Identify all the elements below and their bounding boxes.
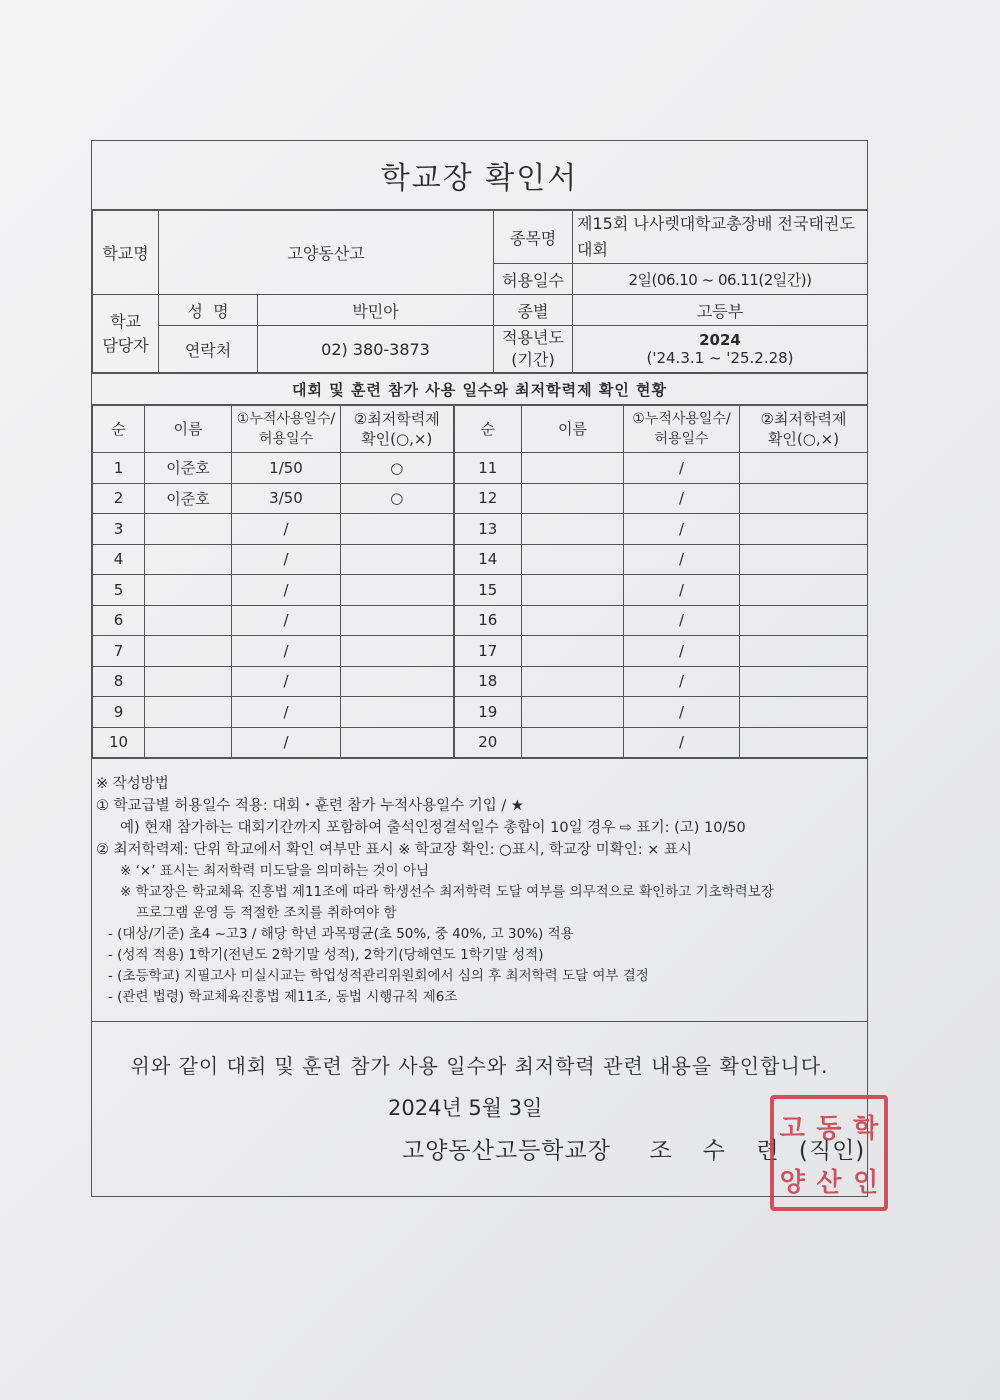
row-days-cell: / — [624, 697, 740, 728]
notes-line: - (관련 법령) 학교체육진흥법 제11조, 동법 시행규칙 제6조 — [108, 989, 458, 1005]
row-name-cell — [145, 727, 232, 758]
row-no-cell: 7 — [93, 636, 145, 667]
row-days-cell: / — [232, 727, 341, 758]
confirmation-sentence: 위와 같이 대회 및 훈련 참가 사용 일수와 최저학력 관련 내용을 확인합니다. — [130, 1054, 829, 1078]
row-name-cell — [522, 483, 624, 514]
row-name-cell — [522, 575, 624, 606]
row-check-cell — [740, 605, 868, 636]
row-days-cell: / — [232, 697, 341, 728]
header-check: ②최저학력제 확인(○,×) — [341, 406, 454, 453]
row-no-cell: 16 — [454, 605, 522, 636]
row-name-cell: 이준호 — [145, 453, 232, 484]
row-check-cell — [740, 697, 868, 728]
row-no-cell: 18 — [454, 666, 522, 697]
table-row — [93, 727, 868, 758]
notes-heading: ※ 작성방법 — [96, 776, 169, 792]
row-check-cell — [341, 636, 454, 667]
staff-name: 박민아 — [258, 295, 494, 326]
row-no-cell: 10 — [93, 727, 145, 758]
table-row — [93, 697, 868, 728]
confirmation-section — [92, 1021, 867, 1199]
row-no-cell: 1 — [93, 453, 145, 484]
row-check-cell — [341, 575, 454, 606]
row-no-cell: 17 — [454, 636, 522, 667]
school-label: 학교명 — [93, 211, 159, 295]
seal-glyph: 동 — [816, 1113, 842, 1144]
row-name-cell — [522, 727, 624, 758]
row-name-cell — [145, 544, 232, 575]
row-days-cell: / — [624, 575, 740, 606]
row-days-cell: / — [624, 636, 740, 667]
row-name-cell — [145, 575, 232, 606]
contact-value: 02) 380-3873 — [258, 326, 494, 373]
notes-line: ※ ‘×’ 표시는 최저학력 미도달을 의미하는 것이 아님 — [120, 863, 430, 879]
row-no-cell: 19 — [454, 697, 522, 728]
row-no-cell: 8 — [93, 666, 145, 697]
staff-label: 학교 담당자 — [93, 295, 159, 373]
row-days-cell: / — [624, 605, 740, 636]
table-row — [93, 636, 868, 667]
category-value: 고등부 — [573, 295, 868, 326]
row-days-cell: 1/50 — [232, 453, 341, 484]
seal-mark: (직인) — [798, 1138, 866, 1164]
row-check-cell — [341, 514, 454, 545]
year-value: 2024 — [699, 331, 741, 349]
header-days: ①누적사용일수/ 허용일수 — [232, 406, 341, 453]
principal-name: 조 수 련 — [649, 1138, 791, 1164]
header-no: 순 — [454, 406, 522, 453]
notes-line: - (성적 적용) 1학기(전년도 2학기말 성적), 2학기(당해연도 1학기말 성적) — [108, 947, 544, 963]
year-label: 적용년도 (기간) — [494, 326, 573, 373]
signer-title: 고양동산고등학교장 — [402, 1138, 611, 1164]
year-cell — [573, 326, 868, 373]
row-check-cell — [740, 514, 868, 545]
row-name-cell — [522, 605, 624, 636]
header-name: 이름 — [145, 406, 232, 453]
seal-glyph: 양 — [779, 1167, 805, 1198]
row-name-cell — [145, 666, 232, 697]
row-check-cell — [740, 453, 868, 484]
row-no-cell: 11 — [454, 453, 522, 484]
row-days-cell: / — [232, 544, 341, 575]
row-name-cell — [145, 636, 232, 667]
name-label: 성 명 — [159, 295, 258, 326]
table-heading: 대회 및 훈련 참가 사용 일수와 최저학력제 확인 현황 — [92, 373, 867, 405]
row-no-cell: 20 — [454, 727, 522, 758]
row-days-cell: / — [624, 666, 740, 697]
certificate-form — [91, 140, 868, 1197]
notes-line: - (대상/기준) 초4 ~고3 / 해당 학년 과목평균(초 50%, 중 40%, 고 30%) 적용 — [108, 926, 574, 942]
header-no: 순 — [93, 406, 145, 453]
row-check-cell: ○ — [341, 453, 454, 484]
category-label: 종별 — [494, 295, 573, 326]
table-row — [93, 605, 868, 636]
row-days-cell: / — [232, 575, 341, 606]
table-row — [93, 575, 868, 606]
header-name: 이름 — [522, 406, 624, 453]
row-no-cell: 14 — [454, 544, 522, 575]
row-days-cell: / — [624, 727, 740, 758]
row-days-cell: 3/50 — [232, 483, 341, 514]
info-table — [92, 210, 868, 373]
table-row — [93, 453, 868, 484]
row-name-cell — [145, 697, 232, 728]
table-header-row — [93, 406, 868, 453]
row-days-cell: / — [232, 514, 341, 545]
official-seal-stamp — [770, 1095, 888, 1211]
row-name-cell — [522, 666, 624, 697]
row-days-cell: / — [624, 544, 740, 575]
row-check-cell — [341, 697, 454, 728]
row-check-cell — [341, 544, 454, 575]
table-row — [93, 544, 868, 575]
header-check: ②최저학력제 확인(○,×) — [740, 406, 868, 453]
table-row — [93, 483, 868, 514]
row-days-cell: / — [232, 636, 341, 667]
writing-instructions — [92, 758, 867, 1028]
allowed-days-label: 허용일수 — [494, 264, 573, 295]
event-label: 종목명 — [494, 211, 573, 264]
seal-glyph: 학 — [853, 1113, 879, 1144]
row-name-cell — [522, 697, 624, 728]
row-no-cell: 9 — [93, 697, 145, 728]
row-days-cell: / — [624, 453, 740, 484]
row-days-cell: / — [232, 666, 341, 697]
row-name-cell — [522, 544, 624, 575]
row-check-cell — [740, 666, 868, 697]
notes-line: ※ 학교장은 학교체육 진흥법 제11조에 따라 학생선수 최저학력 도달 여부를 의무적으로 확인하고 기초학력보장 — [120, 884, 774, 900]
row-check-cell: ○ — [341, 483, 454, 514]
table-row — [93, 514, 868, 545]
row-check-cell — [341, 727, 454, 758]
row-no-cell: 12 — [454, 483, 522, 514]
row-check-cell — [740, 483, 868, 514]
row-check-cell — [740, 544, 868, 575]
row-check-cell — [341, 666, 454, 697]
document-title: 학교장 확인서 — [92, 141, 867, 210]
notes-line: 예) 현재 참가하는 대회기간까지 포함하여 출석인정결석일수 총합이 10일 경우 ⇨ 표기: (고) 10/50 — [120, 820, 746, 836]
row-days-cell: / — [624, 514, 740, 545]
row-check-cell — [740, 575, 868, 606]
row-no-cell: 15 — [454, 575, 522, 606]
header-days: ①누적사용일수/ 허용일수 — [624, 406, 740, 453]
event-name: 제15회 나사렛대학교총장배 전국태권도대회 — [573, 211, 868, 264]
row-days-cell: / — [232, 605, 341, 636]
notes-line: ① 학교급별 허용일수 적용: 대회・훈련 참가 누적사용일수 기입 / ★ — [96, 798, 524, 814]
row-name-cell — [145, 514, 232, 545]
row-name-cell — [145, 605, 232, 636]
row-name-cell — [522, 453, 624, 484]
row-no-cell: 5 — [93, 575, 145, 606]
notes-line: ② 최저학력제: 단위 학교에서 확인 여부만 표시 ※ 학교장 확인: ○표시, 학교장 미확인: × 표시 — [96, 842, 692, 858]
row-no-cell: 4 — [93, 544, 145, 575]
row-no-cell: 3 — [93, 514, 145, 545]
participation-table — [92, 405, 868, 758]
row-check-cell — [341, 605, 454, 636]
row-check-cell — [740, 636, 868, 667]
notes-line: - (초등학교) 지필고사 미실시교는 학업성적관리위원회에서 심의 후 최저학력 도달 여부 결정 — [108, 968, 649, 984]
seal-glyph: 인 — [853, 1167, 879, 1198]
row-no-cell: 6 — [93, 605, 145, 636]
confirmation-date: 2024년 5월 3일 — [388, 1096, 543, 1120]
row-check-cell — [740, 727, 868, 758]
row-no-cell: 13 — [454, 514, 522, 545]
row-days-cell: / — [624, 483, 740, 514]
seal-glyph: 고 — [779, 1113, 805, 1144]
row-name-cell — [522, 514, 624, 545]
row-name-cell: 이준호 — [145, 483, 232, 514]
allowed-days: 2일(06.10 ~ 06.11(2일간)) — [573, 264, 868, 295]
contact-label: 연락처 — [159, 326, 258, 373]
school-name: 고양동산고 — [159, 211, 494, 295]
seal-glyph: 산 — [816, 1167, 842, 1198]
row-no-cell: 2 — [93, 483, 145, 514]
row-name-cell — [522, 636, 624, 667]
notes-line: 프로그램 운영 등 적절한 조치를 취하여야 함 — [136, 905, 397, 921]
year-period: ('24.3.1 ~ '25.2.28) — [646, 349, 794, 367]
table-row — [93, 666, 868, 697]
